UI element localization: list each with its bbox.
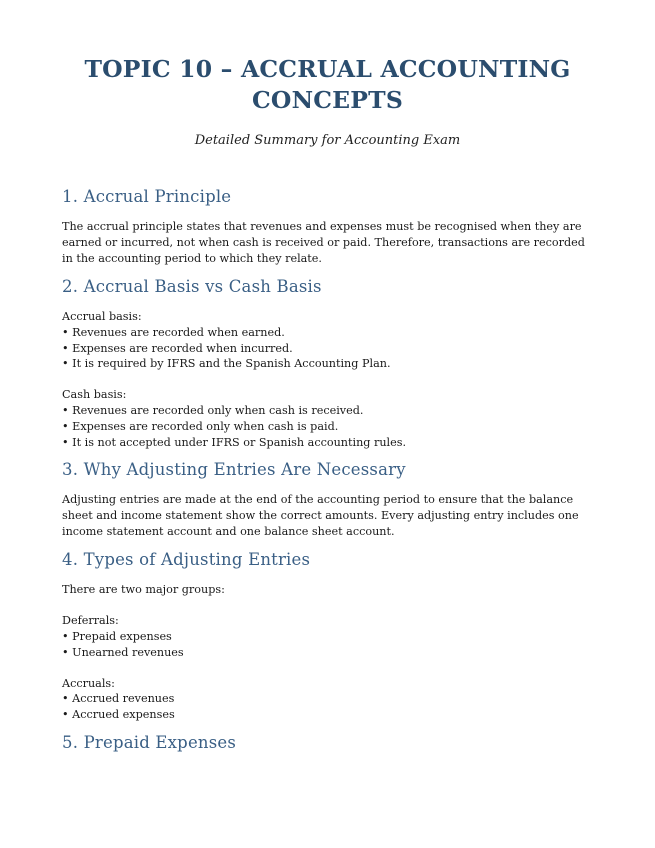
list-item: • Unearned revenues [62, 645, 593, 661]
document-subtitle: Detailed Summary for Accounting Exam [194, 133, 461, 148]
list-item: • Accrued expenses [62, 707, 593, 723]
section-heading-accrual-vs-cash: 2. Accrual Basis vs Cash Basis [62, 277, 322, 296]
accrual-basis-label: Accrual basis: [62, 310, 142, 323]
accruals-block [62, 676, 593, 723]
adjusting-entries-paragraph: Adjusting entries are made at the end of the accounting period to ensure that the balance sheet and income statement show the correct amounts. Every adjusting entry includes one income statement account and one balance sheet account. [62, 493, 579, 539]
accrual-basis-block [62, 309, 593, 372]
accruals-label: Accruals: [62, 676, 115, 690]
types-intro-block [62, 582, 593, 598]
section-heading-prepaid-expenses: 5. Prepaid Expenses [62, 732, 237, 752]
accrual-principle-paragraph: The accrual principle states that revenues and expenses must be recognised when they are earned or incurred, not when cash is received or paid. Therefore, transactions are recorded in the accounting period to which they relate. [62, 220, 585, 265]
list-item: • Revenues are recorded when earned. [62, 325, 593, 341]
list-item: • Expenses are recorded when incurred. [62, 341, 593, 357]
cash-basis-label: Cash basis: [62, 388, 127, 402]
section-heading-accrual-principle: 1. Accrual Principle [62, 187, 232, 206]
list-item: • Prepaid expenses [62, 629, 593, 645]
deferrals-label: Deferrals: [62, 614, 119, 628]
list-item: • It is required by IFRS and the Spanish Accounting Plan. [62, 356, 593, 372]
cash-basis-block [62, 387, 593, 450]
list-item: • Expenses are recorded only when cash is paid. [62, 419, 593, 435]
document-title: TOPIC 10 – ACCRUAL ACCOUNTING CONCEPTS [84, 55, 571, 114]
section-heading-adjusting-entries: 3. Why Adjusting Entries Are Necessary [62, 460, 406, 480]
list-item: • Revenues are recorded only when cash is received. [62, 403, 593, 419]
types-intro-text: There are two major groups: [62, 583, 225, 597]
deferrals-block [62, 613, 593, 660]
list-item: • It is not accepted under IFRS or Spanish accounting rules. [62, 435, 593, 451]
section-heading-types-of-adjusting-entries: 4. Types of Adjusting Entries [62, 550, 311, 570]
list-item: • Accrued revenues [62, 691, 593, 707]
